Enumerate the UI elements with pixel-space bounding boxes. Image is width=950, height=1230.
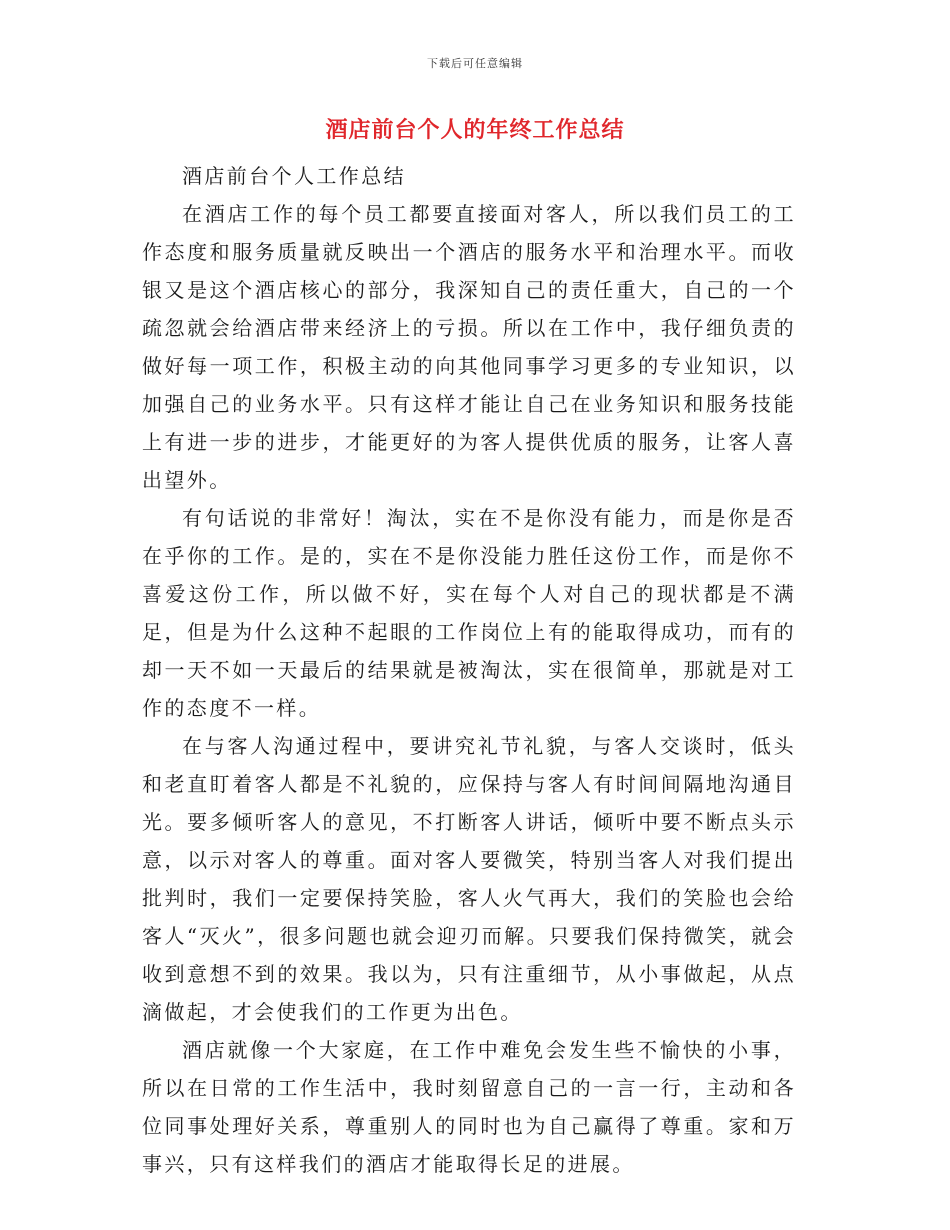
paragraph-1: 在酒店工作的每个员工都要直接面对客人，所以我们员工的工作态度和服务质量就反映出一个酒店的服务水平和治理水平。而收银又是这个酒店核心的部分，我深知自己的责任重大，自己的一个疏忽就会给酒店带来经济上的亏损。所以在工作中，我仔细负责的做好每一项工作，积极主动的向其他同事学习更多的专业知识，以加强自己的业务水平。只有这样才能让自己在业务知识和服务技能上有进一步的进步，才能更好的为客人提供优质的服务，让客人喜出望外。 xyxy=(142,202,796,492)
document-subtitle: 酒店前台个人工作总结 xyxy=(182,164,406,188)
document-body xyxy=(142,157,796,1183)
paragraph-4: 酒店就像一个大家庭，在工作中难免会发生些不愉快的小事，所以在日常的工作生活中，我时刻留意自己的一言一行，主动和各位同事处理好关系，尊重别人的同时也为自己赢得了尊重。家和万事兴，只有这样我们的酒店才能取得长足的进展。 xyxy=(142,1038,796,1176)
paragraph-3: 在与客人沟通过程中，要讲究礼节礼貌，与客人交谈时，低头和老直盯着客人都是不礼貌的，应保持与客人有时间间隔地沟通目光。要多倾听客人的意见，不打断客人讲话，倾听中要不断点头示意，以示对客人的尊重。面对客人要微笑，特别当客人对我们提出批判时，我们一定要保持笑脸，客人火气再大，我们的笑脸也会给客人“灭火”，很多问题也就会迎刃而解。只要我们保持微笑，就会收到意想不到的效果。我以为，只有注重细节，从小事做起，从点滴做起，才会使我们的工作更为出色。 xyxy=(142,734,796,1024)
paragraph-2: 有句话说的非常好！淘汰，实在不是你没有能力，而是你是否在乎你的工作。是的，实在不是你没能力胜任这份工作，而是你不喜爱这份工作，所以做不好，实在每个人对自己的现状都是不满足，但是为什么这种不起眼的工作岗位上有的能取得成功，而有的却一天不如一天最后的结果就是被淘汰，实在很简单，那就是对工作的态度不一样。 xyxy=(142,506,796,720)
header-note: 下载后可任意编辑 xyxy=(427,57,523,70)
document-title: 酒店前台个人的年终工作总结 xyxy=(325,118,625,143)
